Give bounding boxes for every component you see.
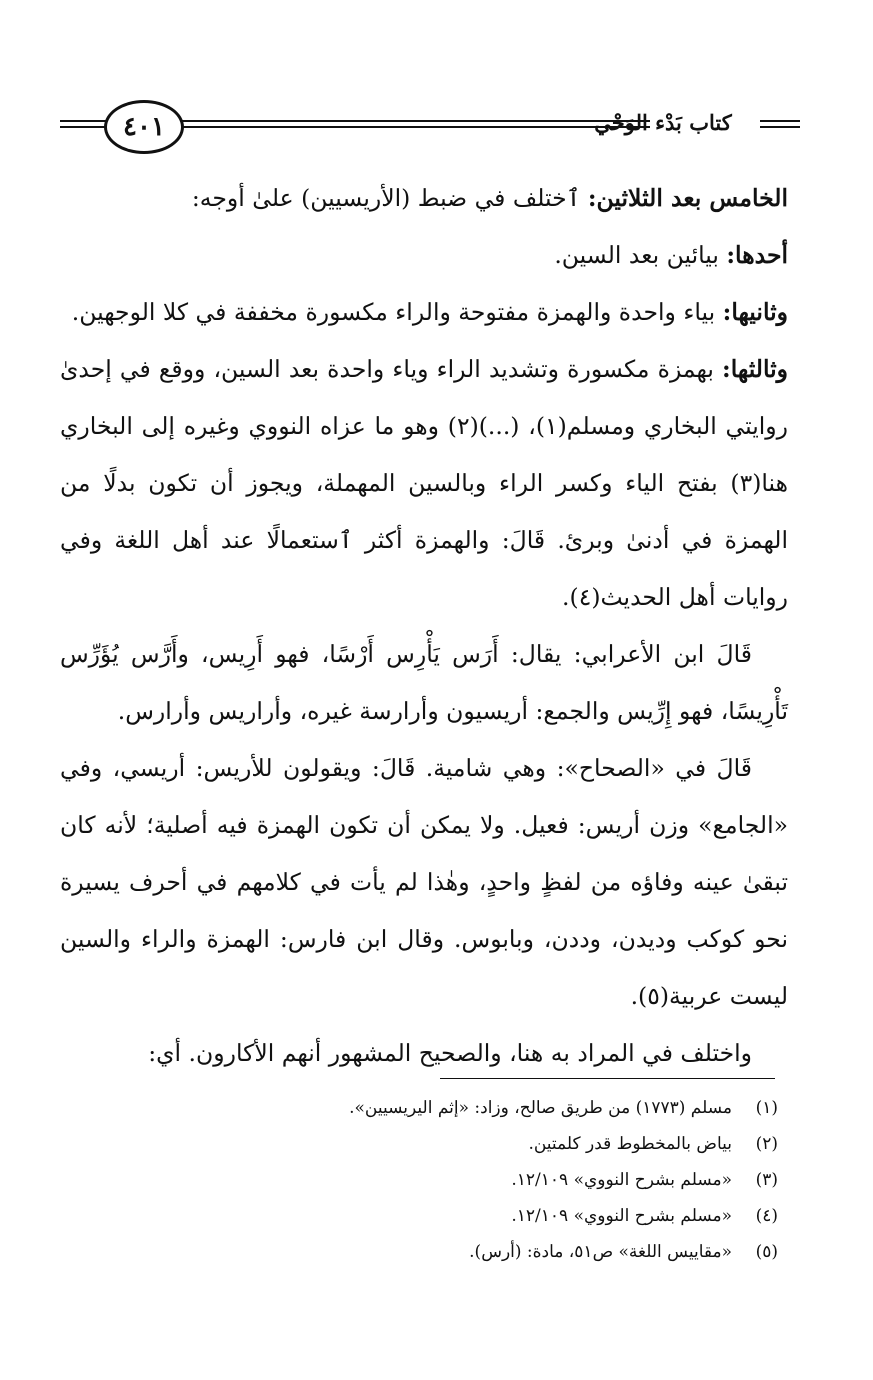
footnotes [150, 1090, 778, 1270]
paragraph-text: بهمزة مكسورة وتشديد الراء وياء واحدة بعد السين، ووقع في إحدىٰ روايتي البخاري ومسلم(١)، (...)(٢) وهو ما عزاه النووي وغيره إلى البخاري هنا(٣) بفتح الياء وكسر الراء وبالسين المهملة، ويجوز أن تكون بدلًا من الهمزة في أدنىٰ وبرئ. قَالَ: والهمزة أكثر ٱستعمالًا عند أهل اللغة وفي روايات أهل الحديث(٤). [60, 355, 788, 611]
footnote-number: (٥) [755, 1242, 778, 1262]
paragraph [60, 740, 788, 1025]
paragraph [60, 626, 788, 740]
paragraph-text: واختلف في المراد به هنا، والصحيح المشهور أنهم الأكارون. أي: [148, 1039, 752, 1067]
header-rule [60, 126, 106, 128]
body-text [60, 170, 788, 1082]
header-rule [180, 120, 650, 122]
footnote [150, 1198, 778, 1234]
paragraph [60, 1025, 788, 1082]
footnote-text: بياض بالمخطوط قدر كلمتين. [528, 1134, 732, 1154]
footnote [150, 1162, 778, 1198]
paragraph [60, 284, 788, 341]
paragraph [60, 341, 788, 626]
paragraph-text: قَالَ في «الصحاح»: وهي شامية. قَالَ: ويقولون للأريس: أريسي، وفي «الجامع» وزن أريس: فعيل. ولا يمكن أن تكون الهمزة فيه أصلية؛ لأنه كان تبقىٰ عينه وفاؤه من لفظٍ واحدٍ، وهٰذا لم يأت في كلامهم في أحرف يسيرة نحو كوكب وديدن، وددن، وبابوس. وقال ابن فارس: الهمزة والراء والسين ليست عربية(٥). [60, 754, 788, 1010]
page-number: ٤٠١ [104, 100, 184, 154]
paragraph-text: بيائين بعد السين. [554, 241, 727, 269]
footnote-text: «مسلم بشرح النووي» ١٢/١٠٩. [511, 1206, 732, 1226]
footnote [150, 1126, 778, 1162]
paragraph-label: وثالثها: [722, 355, 788, 383]
header-rule [760, 120, 800, 122]
footnote [150, 1234, 778, 1270]
footnote-text: «مقاييس اللغة» ص٥١، مادة: (أرس). [469, 1242, 732, 1262]
footnote-divider [440, 1078, 775, 1079]
running-title: كتاب بَدْء الوَحْي [594, 110, 732, 135]
footnote-text: «مسلم بشرح النووي» ١٢/١٠٩. [511, 1170, 732, 1190]
footnote-number: (١) [755, 1098, 778, 1118]
paragraph-label: وثانيها: [722, 298, 788, 326]
paragraph-text: ٱختلف في ضبط (الأريسيين) علىٰ أوجه: [191, 184, 588, 212]
header-rule [760, 126, 800, 128]
paragraph-text: بياء واحدة والهمزة مفتوحة والراء مكسورة مخففة في كلا الوجهين. [71, 298, 723, 326]
header-rule [180, 126, 650, 128]
paragraph [60, 227, 788, 284]
header-rule [60, 120, 106, 122]
footnote-number: (٣) [755, 1170, 778, 1190]
paragraph-text: قَالَ ابن الأعرابي: يقال: أَرَس يَأْرِس أَرْسًا، فهو أَرِيس، وأَرَّس يُؤَرِّس تَأْرِيسًا، فهو إِرِّيس والجمع: أريسيون وأرارسة غيره، وأراريس وأرارس. [60, 640, 788, 725]
footnote-number: (٢) [755, 1134, 778, 1154]
footnote [150, 1090, 778, 1126]
paragraph-label: الخامس بعد الثلاثين: [587, 184, 788, 212]
paragraph-label: أحدها: [726, 241, 788, 269]
footnote-number: (٤) [755, 1206, 778, 1226]
page-header [60, 92, 800, 162]
paragraph [60, 170, 788, 227]
footnote-text: مسلم (١٧٧٣) من طريق صالح، وزاد: «إثم اليريسيين». [349, 1098, 732, 1118]
